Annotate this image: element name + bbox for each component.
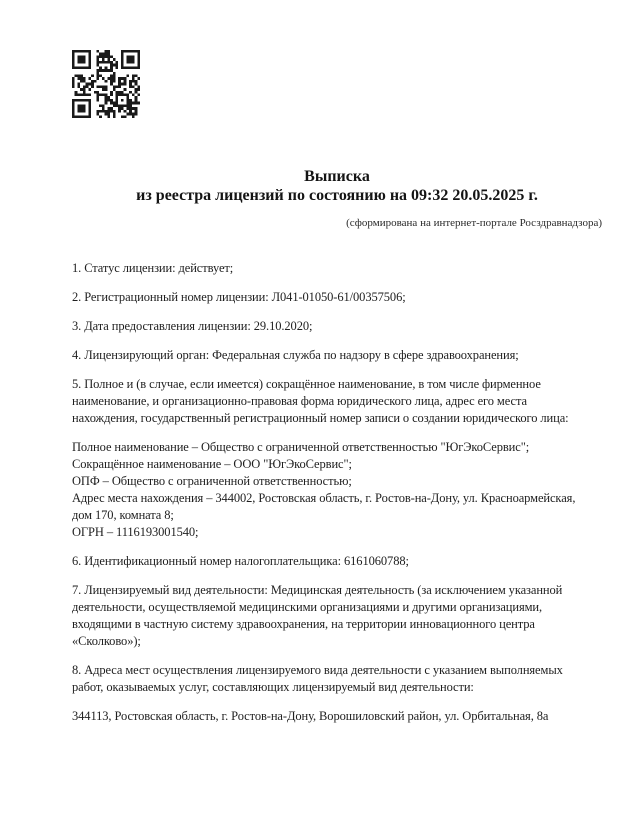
title-line-1: Выписка xyxy=(304,168,370,185)
item-8-activity-addresses-intro xyxy=(72,662,630,696)
text-line: 344113, Ростовская область, г. Ростов-на-Дону, Ворошиловский район, ул. Орбитальная, 8а xyxy=(72,709,549,723)
item-4-licensing-authority xyxy=(72,347,630,364)
item-5-legal-entity-intro xyxy=(72,376,630,427)
text-line: 3. Дата предоставления лицензии: 29.10.2020; xyxy=(72,319,313,333)
title-line-2: из реестра лицензий по состоянию на 09:32 20.05.2025 г. xyxy=(136,187,538,204)
text-line: деятельности, осуществляемой медицинскими организациями и другими организациями, xyxy=(72,600,543,614)
company-details-block xyxy=(72,439,630,541)
item-3-grant-date xyxy=(72,318,630,335)
ogrn-line: ОГРН – 1116193001540; xyxy=(72,525,199,539)
short-name-line: Сокращённое наименование – ООО "ЮгЭкоСервис"; xyxy=(72,457,352,471)
text-line: входящими в частную систему здравоохранения, на территории инновационного центра xyxy=(72,617,535,631)
text-line: «Сколково»); xyxy=(72,634,141,648)
full-name-line: Полное наименование – Общество с ограниченной ответственностью "ЮгЭкоСервис"; xyxy=(72,440,530,454)
activity-address-line xyxy=(72,708,630,725)
document-title xyxy=(72,167,602,205)
text-line: 6. Идентификационный номер налогоплательщика: 6161060788; xyxy=(72,554,409,568)
item-6-taxpayer-number xyxy=(72,553,630,570)
document-body xyxy=(72,260,630,725)
address-line: Адрес места нахождения – 344002, Ростовская область, г. Ростов-на-Дону, ул. Красноармейская, xyxy=(72,491,576,505)
address-line-continued: дом 170, комната 8; xyxy=(72,508,174,522)
text-line: 7. Лицензируемый вид деятельности: Медицинская деятельность (за исключением указанной xyxy=(72,583,563,597)
legal-form-line: ОПФ – Общество с ограниченной ответственностью; xyxy=(72,474,352,488)
text-line: 4. Лицензирующий орган: Федеральная служба по надзору в сфере здравоохранения; xyxy=(72,348,519,362)
item-2-registration-number xyxy=(72,289,630,306)
text-line: работ, оказываемых услуг, составляющих лицензируемый вид деятельности: xyxy=(72,680,474,694)
item-7-licensed-activity xyxy=(72,582,630,650)
item-1-status xyxy=(72,260,630,277)
text-line: 5. Полное и (в случае, если имеется) сокращённое наименование, в том числе фирменное xyxy=(72,377,541,391)
text-line: 2. Регистрационный номер лицензии: Л041-01050-61/00357506; xyxy=(72,290,406,304)
formation-note: (сформирована на интернет-портале Росздравнадзора) xyxy=(346,217,602,229)
text-line: наименование, и организационно-правовая форма юридического лица, адрес его места xyxy=(72,394,527,408)
text-line: 1. Статус лицензии: действует; xyxy=(72,261,234,275)
qr-code-icon xyxy=(72,50,140,118)
text-line: 8. Адреса мест осуществления лицензируемого вида деятельности с указанием выполняемых xyxy=(72,663,563,677)
text-line: нахождения, государственный регистрационный номер записи о создании юридического лица: xyxy=(72,411,569,425)
